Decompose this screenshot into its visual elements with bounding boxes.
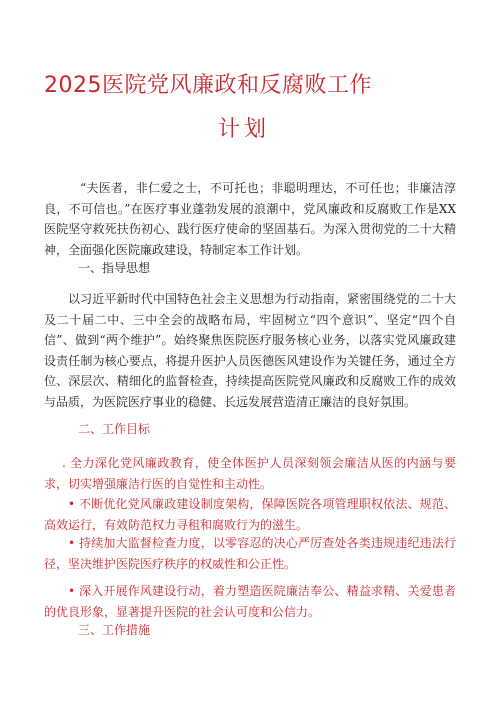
goal-item-4: • 深入开展作风建设行动，着力塑造医院廉洁奉公、精益求精、关爱患者的优良形象，显著提升医院的社会认可度和公信力。 [44, 584, 456, 619]
goal-item-1: . 全力深化党风廉政教育，使全体医护人员深刻领会廉洁从医的内涵与要求，切实增强廉洁行医的自觉性和主动性。 [44, 456, 456, 491]
document-title-line1: 2025医院党风廉政和反腐败工作 [44, 73, 372, 98]
section1-heading: 一、指导思想 [78, 261, 151, 275]
section3-heading: 三、工作措施 [78, 623, 151, 637]
document-title-line2: 计划 [218, 117, 271, 142]
section1-body: 以习近平新时代中国特色社会主义思想为行动指南，紧密围绕党的二十大及二十届二中、三中全会的战略布局，牢固树立“四个意识”、坚定“四个自信”、做到“两个维护”。始终聚焦医院医疗服务核心业务，以落实党风廉政建设责任制为核心要点，将提升医护人员医德医风建设作为关键任务，通过全方位、深层次、精细化的监督检查，持续提高医院党风廉政和反腐败工作的成效与品质，为医院医疗事业的稳健、长远发展营造清正廉洁的良好氛围。 [44, 292, 456, 409]
intro-paragraph: “夫医者，非仁爱之士，不可托也；非聪明理达，不可任也；非廉洁淳良，不可信也。”在医疗事业蓬勃发展的浪潮中，党风廉政和反腐败工作是XX医院坚守救死扶伤初心、践行医疗使命的坚固基石。为深入贯彻党的二十大精神，全面强化医院廉政建设，特制定本工作计划。 [44, 181, 456, 257]
goal-item-3: • 持续加大监督检查力度，以零容忍的决心严厉查处各类违规违纪违法行径，坚决维护医院医疗秩序的权威性和公正性。 [44, 536, 456, 571]
goal-item-2: • 不断优化党风廉政建设制度架构，保障医院各项管理职权依法、规范、高效运行，有效防范权力寻租和腐败行为的滋生。 [44, 497, 456, 532]
section2-heading: 二、工作目标 [78, 422, 151, 436]
